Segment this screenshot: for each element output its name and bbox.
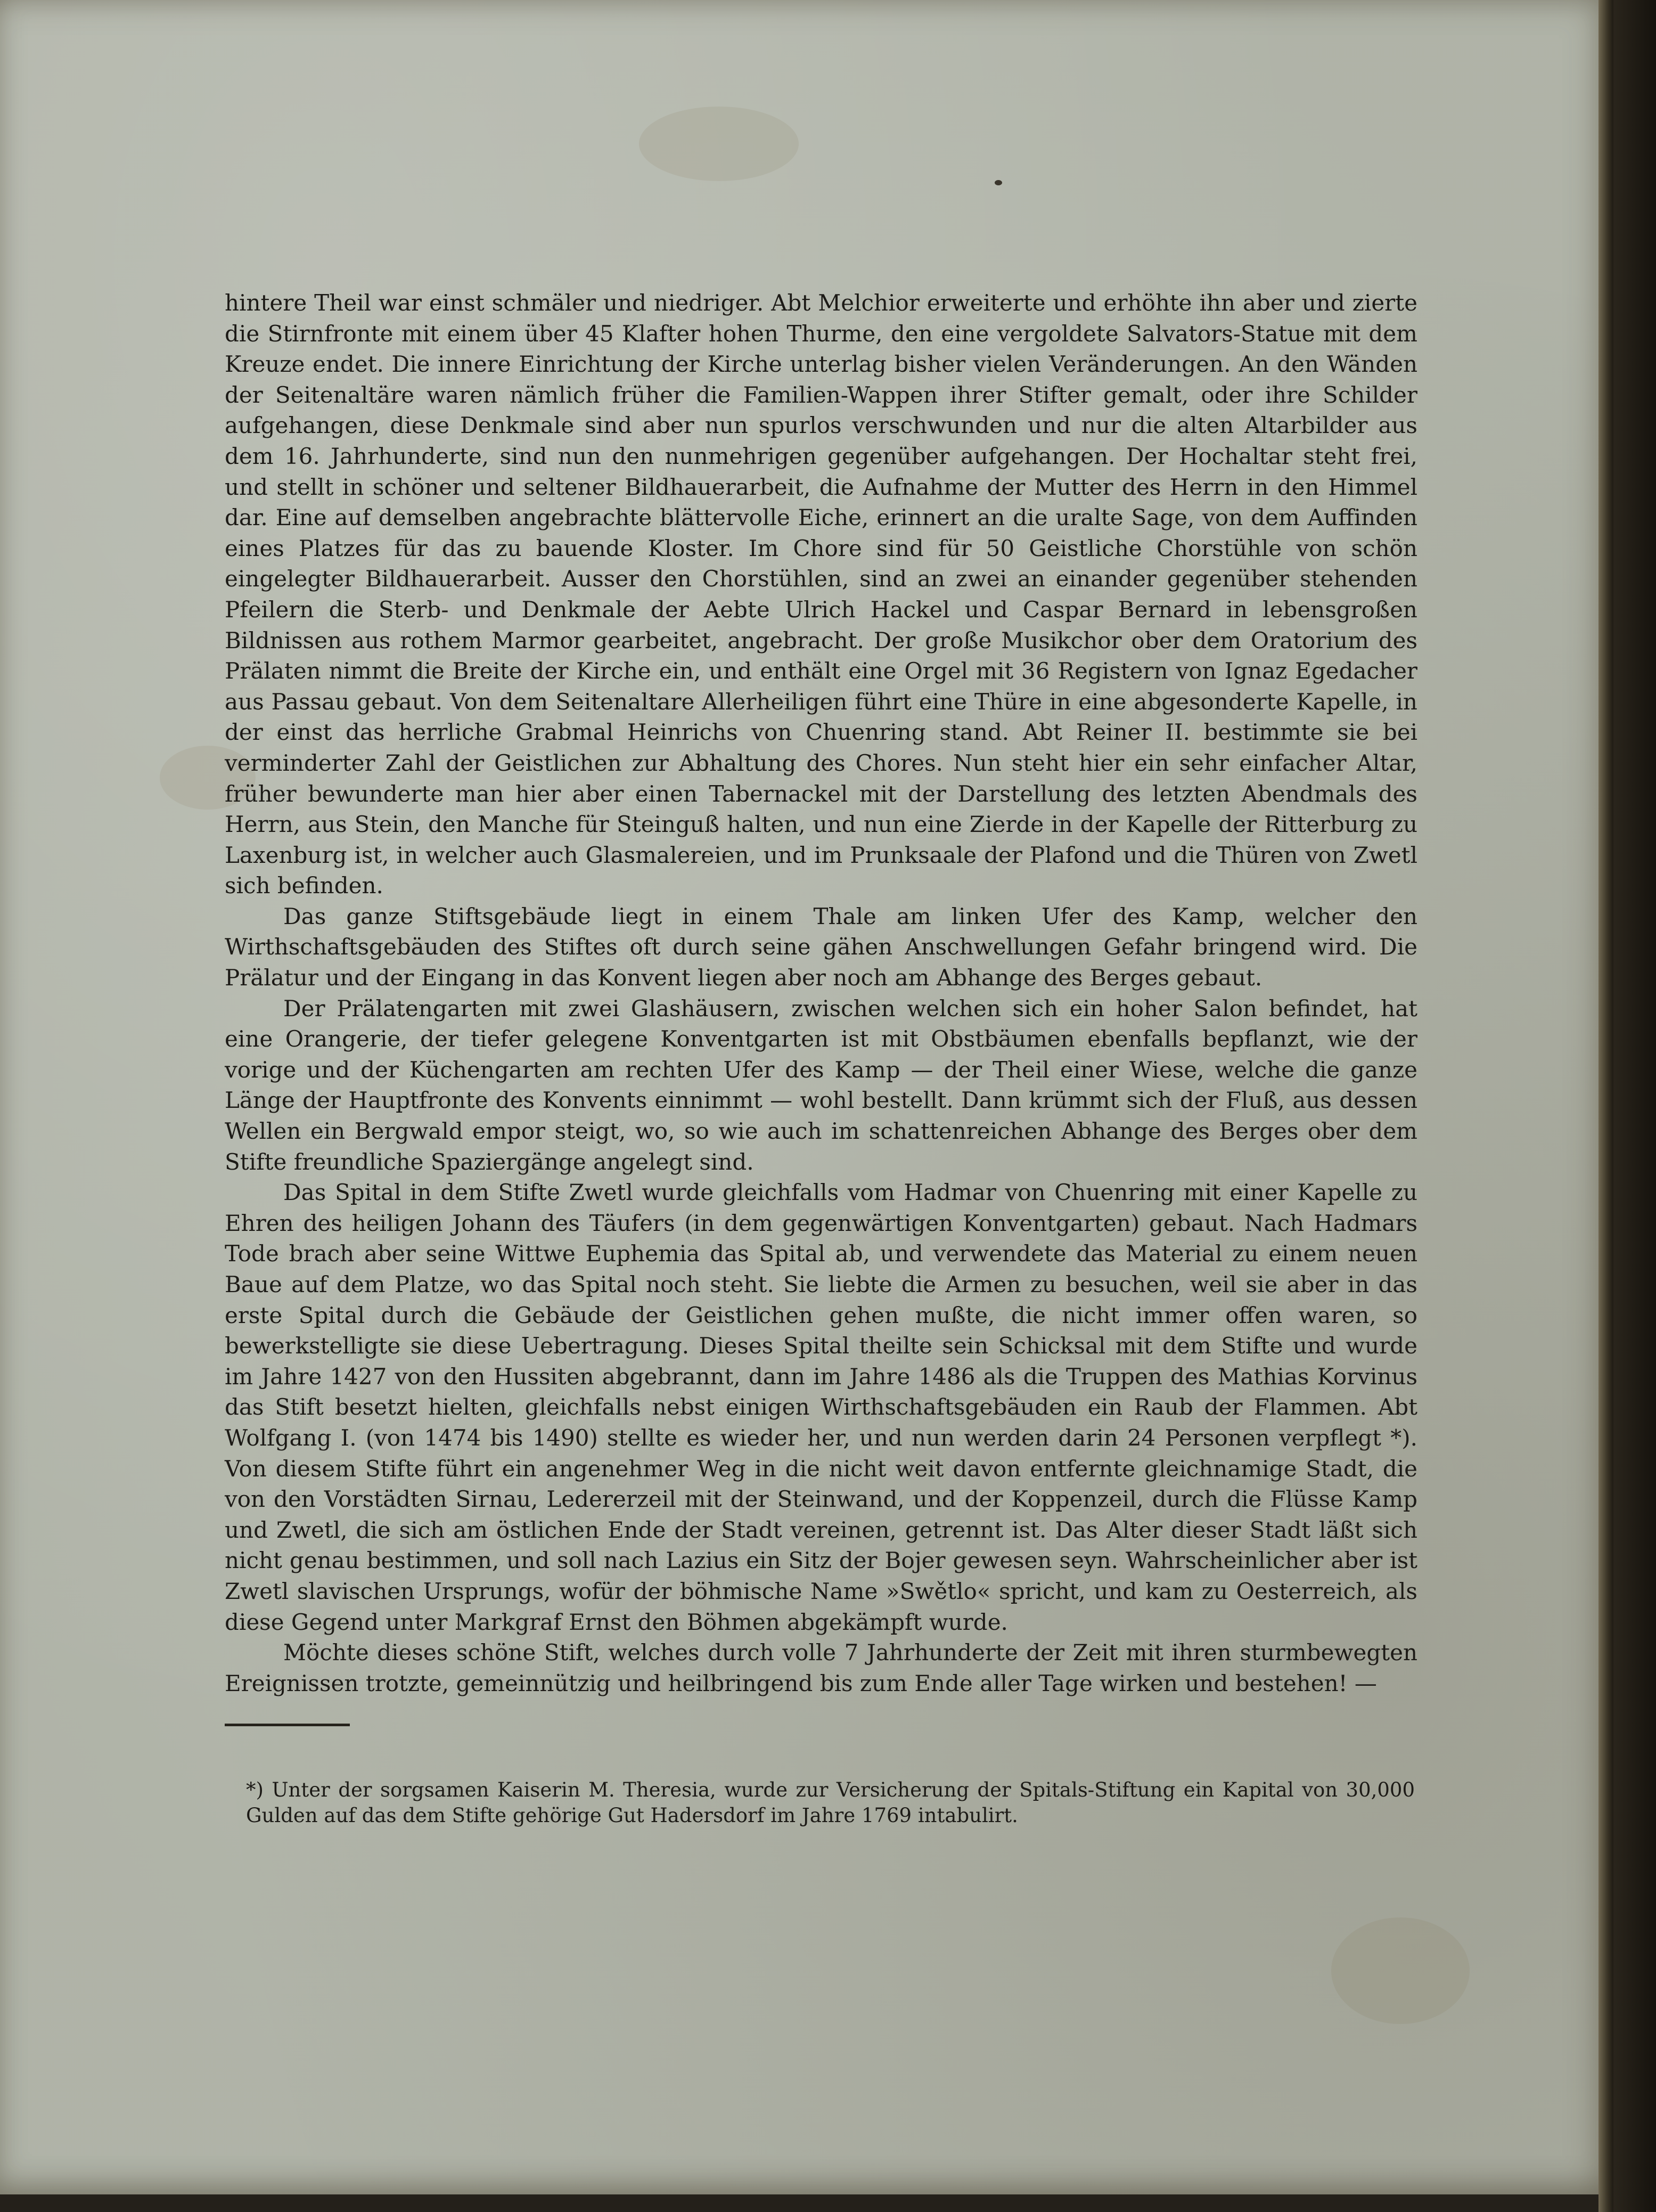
paragraph-spital: Das Spital in dem Stifte Zwetl wurde gleichfalls vom Hadmar von Chuenring mit einer Kapelle zu Ehren des heiligen Johann des Täufers (in dem gegenwärtigen Konventgarten) gebaut. Nach Hadmars Tode brach aber seine Wittwe Euphemia das Spital ab, und verwendete das Material zu einem neuen Baue auf dem Platze, wo das Spital noch steht. Sie liebte die Armen zu besuchen, weil sie aber in das erste Spital durch die Gebäude der Geistlichen gehen mußte, die nicht immer offen waren, so bewerkstelligte sie diese Uebertragung. Dieses Spital theilte sein Schicksal mit dem Stifte und wurde im Jahre 1427 von den Hussiten abgebrannt, dann im Jahre 1486 als die Truppen des Mathias Korvinus das Stift besetzt hielten, gleichfalls nebst einigen Wirthschaftsgebäuden ein Raub der Flammen. Abt Wolfgang I. (von 1474 bis 1490) stellte es wieder her, und nun werden darin 24 Personen verpflegt *). Von diesem Stifte führt ein angenehmer Weg in die nicht weit davon entfernte gleichnamige Stadt, die von den Vorstädten Sirnau, Ledererzeil mit der Steinwand, und der Koppenzeil, durch die Flüsse Kamp und Zwetl, die sich am östlichen Ende der Stadt vereinen, getrennt ist. Das Alter dieser Stadt läßt sich nicht genau bestimmen, und soll nach Lazius ein Sitz der Bojer gewesen seyn. Wahrscheinlicher aber ist Zwetl slavischen Ursprungs, wofür der böhmische Name »Swětlo« spricht, und kam zu Oesterreich, als diese Gegend unter Markgraf Ernst den Böhmen abgekämpft wurde. — [225, 1179, 1417, 1635]
paragraph-stiftsgebaeude: Das ganze Stiftsgebäude liegt in einem Thale am linken Ufer des Kamp, welcher den Wirthschaftsgebäuden des Stiftes oft durch seine gähen Anschwellungen Gefahr bringend wird. Die Prälatur und der Eingang in das Konvent liegen aber noch am Abhange des Berges gebaut. — [225, 903, 1417, 991]
ink-dot — [995, 180, 1002, 185]
footnote: *) Unter der sorgsamen Kaiserin M. Theresia, wurde zur Versicherung der Spitals-Stiftung ein Kapital von 30,000 Gulden auf das dem Stifte gehörige Gut Hadersdorf im Jahre 1769 intabulirt. — [246, 1778, 1415, 1827]
book-spine — [1598, 0, 1613, 2212]
scan-edge — [1613, 0, 1656, 2212]
paragraph-closing: Möchte dieses schöne Stift, welches durch volle 7 Jahrhunderte der Zeit mit ihren sturmbewegten Ereignissen trotzte, gemeinnützig und heilbringend bis zum Ende aller Tage wirken und bestehen! — — [225, 1639, 1417, 1696]
footnote-divider — [225, 1724, 350, 1726]
paragraph-church-interior: hintere Theil war einst schmäler und niedriger. Abt Melchior erweiterte und erhöhte ihn aber und zierte die Stirnfronte mit einem über 45 Klafter hohen Thurme, den eine vergoldete Salvators-Statue mit dem Kreuze endet. Die innere Einrichtung der Kirche unterlag bisher vielen Veränderungen. An den Wänden der Seitenaltäre waren nämlich früher die Familien-Wappen ihrer Stifter gemalt, oder ihre Schilder aufgehangen, diese Denkmale sind aber nun spurlos verschwunden und nur die alten Altarbilder aus dem 16. Jahrhunderte, sind nun den nunmehrigen gegenüber aufgehangen. Der Hochaltar steht frei, und stellt in schöner und seltener Bildhauerarbeit, die Aufnahme der Mutter des Herrn in den Himmel dar. Eine auf demselben angebrachte blättervolle Eiche, erinnert an die uralte Sage, von dem Auffinden eines Platzes für das zu bauende Kloster. Im Chore sind für 50 Geistliche Chorstühle von schön eingelegter Bildhauerarbeit. Ausser den Chorstühlen, sind an zwei an einander gegenüber stehenden Pfeilern die Sterb- und Denkmale der Aebte Ulrich Hackel und Caspar Bernard in lebensgroßen Bildnissen aus rothem Marmor gearbeitet, angebracht. Der große Musikchor ober dem Oratorium des Prälaten nimmt die Breite der Kirche ein, und enthält eine Orgel mit 36 Registern von Ignaz Egedacher aus Passau gebaut. Von dem Seitenaltare Allerheiligen führt eine Thüre in eine abgesonderte Kapelle, in der einst das herrliche Grabmal Heinrichs von Chuenring stand. Abt Reiner II. bestimmte sie bei verminderter Zahl der Geistlichen zur Abhaltung des Chores. Nun steht hier ein sehr einfacher Altar, früher bewunderte man hier aber einen Tabernackel mit der Darstellung des letzten Abendmals des Herrn, aus Stein, den Manche für Steinguß halten, und nun eine Zierde in der Kapelle der Ritterburg zu Laxenburg ist, in welcher auch Glasmalereien, und im Prunksaale der Plafond und die Thüren von Zwetl sich befinden. — [225, 290, 1417, 899]
body-text — [225, 288, 1417, 1699]
paragraph-gardens: Der Prälatengarten mit zwei Glashäusern, zwischen welchen sich ein hoher Salon befindet, hat eine Orangerie, der tiefer gelegene Konventgarten ist mit Obstbäumen ebenfalls bepflanzt, wie der vorige und der Küchengarten am rechten Ufer des Kamp — der Theil einer Wiese, welche die ganze Länge der Hauptfronte des Konvents einnimmt — wohl bestellt. Dann krümmt sich der Fluß, aus dessen Wellen ein Bergwald empor steigt, wo, so wie auch im schattenreichen Abhange des Berges ober dem Stifte freundliche Spaziergänge angelegt sind. — [225, 995, 1417, 1175]
page-stain — [1331, 1917, 1470, 2024]
page-stain — [639, 107, 799, 181]
